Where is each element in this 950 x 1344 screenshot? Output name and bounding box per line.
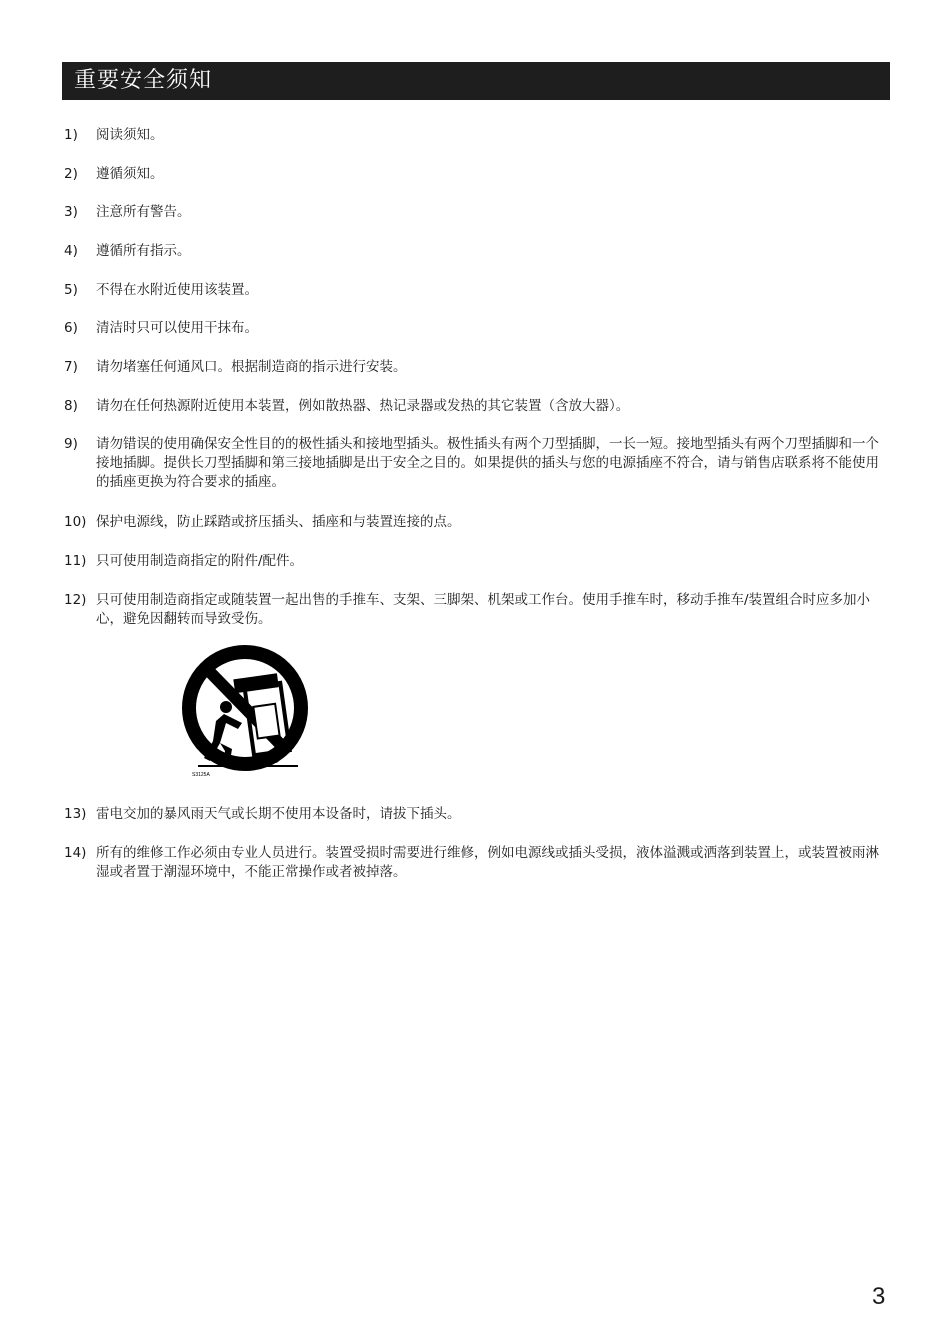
item-number: 9) <box>64 436 78 452</box>
item-text: 注意所有警告。 <box>96 204 191 220</box>
item-text: 请勿堵塞任何通风口。根据制造商的指示进行安装。 <box>96 359 407 375</box>
item-text: 雷电交加的暴风雨天气或长期不使用本设备时，请拔下插头。 <box>96 806 461 822</box>
item-number: 5) <box>64 282 78 298</box>
item-number: 14) <box>64 845 87 861</box>
item-number: 3) <box>64 204 78 220</box>
item-text: 遵循所有指示。 <box>96 243 191 259</box>
page-number: 3 <box>872 1283 886 1310</box>
item-number: 1) <box>64 127 78 143</box>
item-text: 只可使用制造商指定或随装置一起出售的手推车、支架、三脚架、机架或工作台。使用手推车时，移动手推车/装置组合时应多加小心，避免因翻转而导致受伤。 <box>96 592 871 627</box>
cart-tip-over-warning-icon <box>180 645 312 780</box>
item-text: 请勿在任何热源附近使用本装置，例如散热器、热记录器或发热的其它装置（含放大器）。 <box>96 398 630 414</box>
item-number: 12) <box>64 592 87 608</box>
item-text: 清洁时只可以使用干抹布。 <box>96 320 258 336</box>
title-bar <box>62 62 890 100</box>
item-text: 不得在水附近使用该装置。 <box>96 282 258 298</box>
item-number: 10) <box>64 514 87 530</box>
item-number: 2) <box>64 166 78 182</box>
item-number: 6) <box>64 320 78 336</box>
item-text: 阅读须知。 <box>96 127 164 143</box>
page-title: 重要安全须知 <box>74 68 213 93</box>
item-number: 4) <box>64 243 78 259</box>
item-text: 请勿错误的使用确保安全性目的的极性插头和接地型插头。极性插头有两个刀型插脚，一长一短。接地型插头有两个刀型插脚和一个接地插脚。提供长刀型插脚和第三接地插脚是出于安全之目的。如果提供的插头与您的电源插座不符合，请与销售店联系将不能使用的插座更换为符合要求的插座。 <box>96 436 879 490</box>
item-number: 8) <box>64 398 78 414</box>
item-number: 11) <box>64 553 87 569</box>
item-text: 保护电源线，防止踩踏或挤压插头、插座和与装置连接的点。 <box>96 514 461 530</box>
item-number: 13) <box>64 806 87 822</box>
item-text: 所有的维修工作必须由专业人员进行。装置受损时需要进行维修，例如电源线或插头受损，液体溢溅或洒落到装置上，或装置被雨淋湿或者置于潮湿环境中，不能正常操作或者被掉落。 <box>96 845 879 880</box>
item-text: 遵循须知。 <box>96 166 164 182</box>
item-number: 7) <box>64 359 78 375</box>
symbol-code: S3125A <box>192 772 210 778</box>
item-text: 只可使用制造商指定的附件/配件。 <box>96 553 304 569</box>
